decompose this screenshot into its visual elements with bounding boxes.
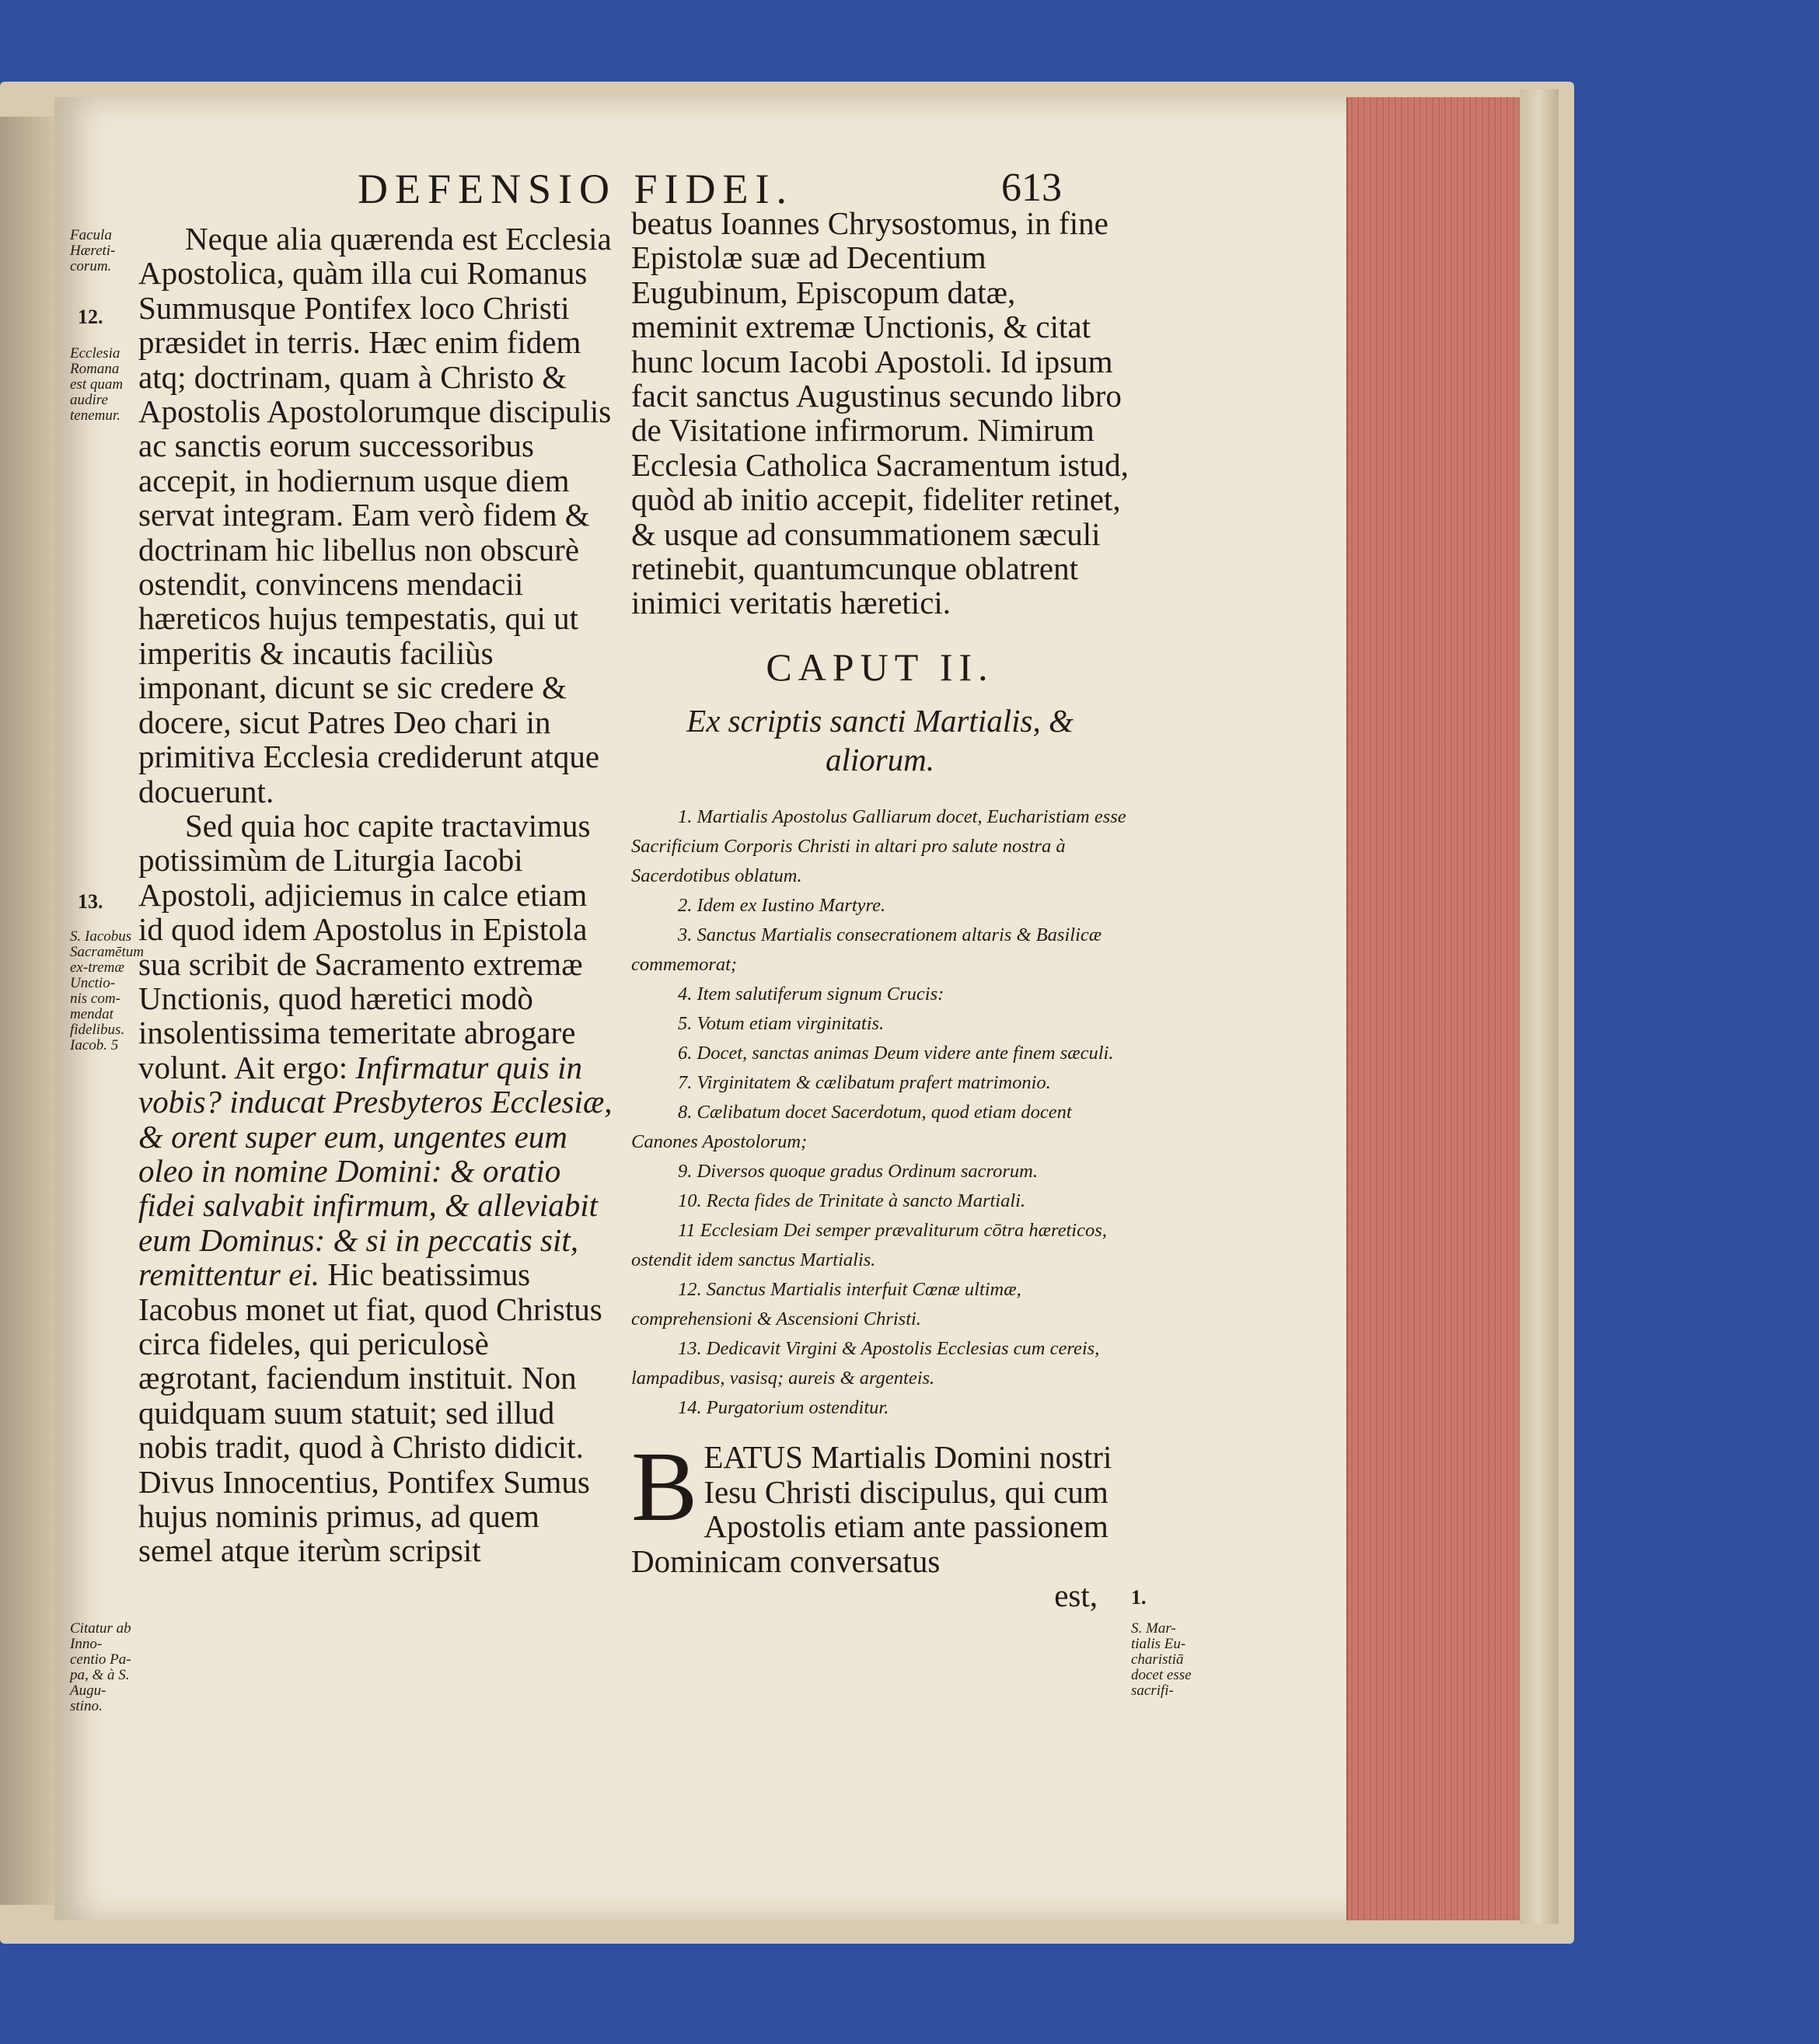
red-page-edges [1346, 97, 1523, 1920]
summary-item: 4. Item salutiferum signum Crucis: [678, 984, 944, 1005]
margin-note-facula: Facula Hæreti-corum. [70, 227, 116, 274]
column-left [138, 222, 613, 1568]
paragraph-2 [138, 809, 613, 1568]
chapter-title: CAPUT II. [766, 645, 994, 689]
chapter-summary [631, 802, 1129, 1423]
summary-item: 11 Ecclesiam Dei semper prævaliturum cōtra hæreticos, ostendit idem sanctus Martialis. [631, 1220, 1107, 1271]
summary-item: 13. Dedicavit Virgini & Apostolis Ecclesias cum cereis, lampadibus, vasisq; aureis & argenteis. [631, 1338, 1100, 1389]
chapter-subtitle [631, 701, 1129, 779]
paragraph-4-text: EATUS Martialis Domini nostri Iesu Christi discipulus, qui cum Apostolis etiam ante passionem Dominicam conversatus [631, 1439, 1112, 1579]
summary-item: 5. Votum etiam virginitatis. [678, 1013, 885, 1035]
margin-note-ecclesia: Ecclesia Romana est quam audire tenemur. [70, 345, 124, 424]
margin-number-1 [1131, 1586, 1193, 1609]
margin-number-13 [78, 890, 140, 913]
margin-number-12 [78, 306, 140, 328]
paragraph-4 [631, 1431, 1129, 1579]
margin-note-iacobus: S. Iacobus Sacramētum ex-tremæ Unctio-nis com-mendat fidelibus. Iacob. 5 [70, 928, 144, 1053]
margin-note-citatur: Citatur ab Inno-centio Pa-pa, & à S. Augu-stino. [70, 1620, 131, 1714]
margin-num: 1. [1131, 1586, 1147, 1609]
paragraph-2-end: Hic beatissimus Iacobus monet ut fiat, quod Christus circa fideles, qui periculosè ægrotant, faciendum instituit. Non quidquam suum statuit; sed illud nobis tradit, quod à Christo didicit. Divus Innocentius, Pontifex Sumus hujus nominis primus, ad quem semel atque iterùm scripsit [138, 1256, 602, 1569]
paragraph-3: beatus Ioannes Chrysostomus, in fine Epistolæ suæ ad Decentium Eugubinum, Episcopum datæ, meminit extremæ Unctionis, & citat hunc locum Iacobi Apostoli. Id ipsum facit sanctus Augustinus secundo libro de Visitatione infirmorum. Nimirum Ecclesia Catholica Sacramentum istud, quòd ab initio accepit, fideliter retinet, & usque ad consummationem sæculi retinebit, quantumcunque oblatrent inimici veritatis hæretici. [631, 205, 1129, 621]
drop-cap: B [631, 1431, 698, 1543]
summary-item: 9. Diversos quoque gradus Ordinum sacrorum. [678, 1161, 1038, 1183]
summary-item: 1. Martialis Apostolus Galliarum docet, Eucharistiam esse Sacrificium Corporis Christi in altari pro salute nostra à Sacerdotibus oblatum. [631, 806, 1126, 887]
margin-num: 12. [78, 306, 103, 328]
paragraph-1: Neque alia quærenda est Ecclesia Apostolica, quàm illa cui Romanus Summusque Pontifex loco Christi præsidet in terris. Hæc enim fidem atq; doctrinam, quam à Christo & Apostolis Apostolorumque discipulis ac sanctis eorum successoribus accepit, in hodiernum usque diem servat integram. Eam verò fidem & doctrinam hic libellus non obscurè ostendit, convincens mendacii hæreticos hujus tempestatis, qui ut imperitis & incautis faciliùs imponant, dicunt se sic credere & docere, sicut Patres Deo chari in primitiva Ecclesia crediderunt atque docuerunt. [138, 221, 612, 809]
facing-page-edge [0, 117, 54, 1905]
summary-item: 10. Recta fides de Trinitate à sancto Martiali. [678, 1190, 1026, 1212]
column-right [631, 206, 1129, 1612]
summary-item: 6. Docet, sanctas animas Deum videre ante finem sæculi. [678, 1043, 1114, 1064]
page-number: 613 [1001, 166, 1062, 210]
summary-item: 3. Sanctus Martialis consecrationem altaris & Basilicæ commemorat; [631, 924, 1102, 976]
margin-num: 13. [78, 890, 103, 913]
chapter-subtitle-line-1: Ex scriptis sancti Martialis, & [686, 703, 1074, 739]
summary-item: 12. Sanctus Martialis interfuit Cœnæ ultimæ, comprehensioni & Ascensioni Christi. [631, 1279, 1021, 1330]
summary-item: 8. Cælibatum docet Sacerdotum, quod etiam docent Canones Apostolorum; [631, 1102, 1072, 1153]
running-head: DEFENSIO FIDEI. [358, 166, 794, 212]
margin-note-martialis: S. Mar-tialis Eu-charistiā docet esse sacrifi- [1131, 1620, 1192, 1699]
summary-item: 14. Purgatorium ostenditur. [678, 1397, 889, 1419]
summary-item: 2. Idem ex Iustino Martyre. [678, 895, 886, 917]
scripture-quote: Infirmatur quis in vobis? inducat Presbyteros Ecclesiæ, & orent super eum, ungentes eum oleo in nomine Domini: & oratio fidei salvabit infirmum, & alleviabit eum Dominus: & si in peccatis sit, remittentur ei. [138, 1049, 613, 1293]
cover-board-edge [1520, 89, 1559, 1924]
paragraph-2-start: Sed quia hoc capite tractavimus potissimùm de Liturgia Iacobi Apostoli, adjiciemus in calce etiam id quod idem Apostolus in Epistola sua scribit de Sacramento extremæ Unctionis, quod hæretici modò insolentissima temeritate abrogare volunt. Ait ergo: [138, 807, 591, 1085]
catchword: est, [1054, 1577, 1098, 1613]
summary-item: 7. Virginitatem & cælibatum prafert matrimonio. [678, 1072, 1051, 1094]
chapter-subtitle-line-2: aliorum. [825, 742, 935, 778]
